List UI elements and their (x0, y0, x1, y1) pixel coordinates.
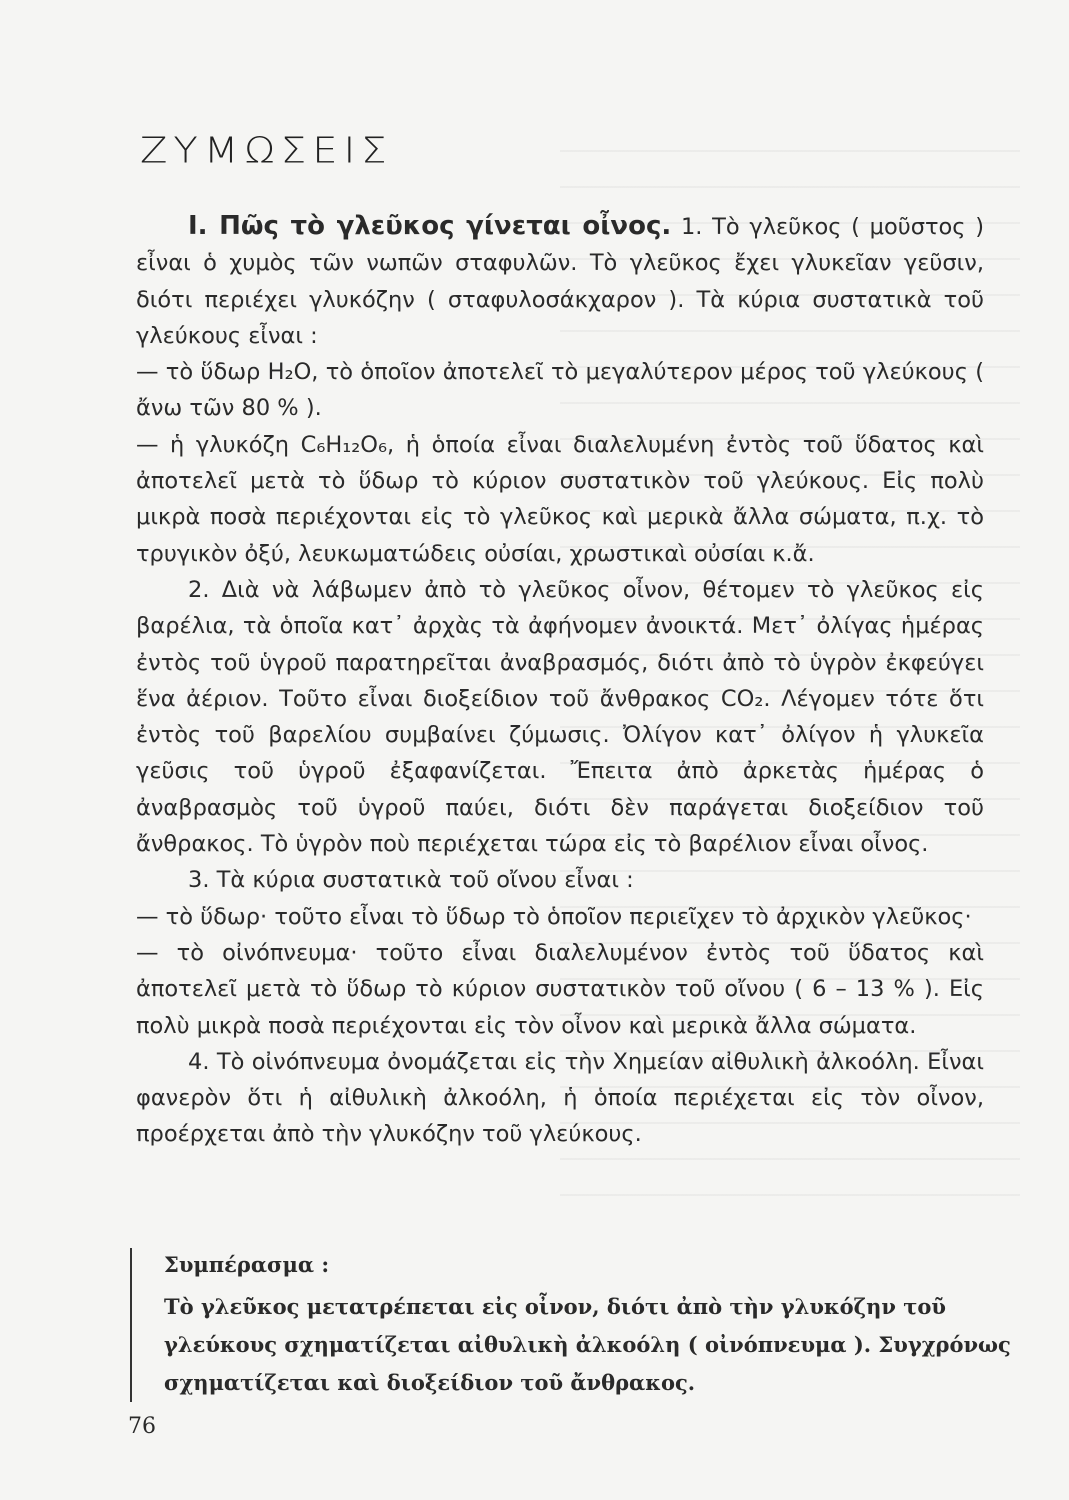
item-wine-water: — τὸ ὕδωρ· τοῦτο εἶναι τὸ ὕδωρ τὸ ὁποῖον περιεῖχεν τὸ ἀρχικὸν γλεῦκος· (136, 903, 972, 930)
page-number: 76 (128, 1414, 156, 1439)
chapter-title: ΖΥΜΩΣΕΙΣ (140, 130, 393, 172)
item-alcohol: — τὸ οἰνόπνευμα· τοῦτο εἶναι διαλελυμένον ἐντὸς τοῦ ὕδατος καὶ ἀποτελεῖ μετὰ τὸ ὕδωρ τὸ κύριον συστατικὸν τοῦ οἴνου ( 6 – 13 % ). Εἰς πολὺ μικρὰ ποσὰ περιέχονται εἰς τὸν οἶνον καὶ μερικὰ ἄλλα σώματα. (136, 939, 984, 1039)
paragraph-2: 2. Διὰ νὰ λάβωμεν ἀπὸ τὸ γλεῦκος οἶνον, θέτομεν τὸ γλεῦκος εἰς βαρέλια, τὰ ὁποῖα κατ᾽ ἀρχὰς τὰ ἀφήνομεν ἀνοικτά. Μετ᾽ ὀλίγας ἡμέρας ἐντὸς τοῦ ὑγροῦ παρατηρεῖται ἀναβρασμός, διότι ἀπὸ τὸ ὑγρὸν ἐκφεύγει ἕνα ἀέριον. Τοῦτο εἶναι διοξείδιον τοῦ ἄνθρακος CO₂. Λέγομεν τότε ὅτι ἐντὸς τοῦ βαρελίου συμβαίνει ζύμωσις. Ὀλίγον κατ᾽ ὀλίγον ἡ γλυκεῖα γεῦσις τοῦ ὑγροῦ ἐξαφανίζεται. Ἔπειτα ἀπὸ ἀρκετὰς ἡμέρας ὁ ἀναβρασμὸς τοῦ ὑγροῦ παύει, διότι δὲν παράγεται διοξείδιον τοῦ ἄνθρακος. Τὸ ὑγρὸν ποὺ περιέχεται τώρα εἰς τὸ βαρέλιον εἶναι οἶνος. (136, 576, 984, 858)
summary-label: Συμπέρασμα : (164, 1252, 330, 1277)
body-text (136, 208, 984, 1153)
summary-box (130, 1248, 1012, 1402)
paragraph-3: 3. Τὰ κύρια συστατικὰ τοῦ οἴνου εἶναι : (188, 867, 634, 894)
section-heading: Ι. Πῶς τὸ γλεῦκος γίνεται οἶνος. (188, 211, 672, 241)
summary-text: Τὸ γλεῦκος μετατρέπεται εἰς οἶνον, διότι ἀπὸ τὴν γλυκόζην τοῦ γλεύκους σχηματίζεται αἰθυλικὴ ἀλκοόλη ( οἰνόπνευμα ). Συγχρόνως σχηματίζεται καὶ διοξείδιον τοῦ ἄνθρακος. (164, 1294, 1011, 1395)
item-water: — τὸ ὕδωρ H₂O, τὸ ὁποῖον ἀποτελεῖ τὸ μεγαλύτερον μέρος τοῦ γλεύκους ( ἄνω τῶν 80 % ). (136, 359, 984, 422)
item-glucose: — ἡ γλυκόζη C₆H₁₂O₆, ἡ ὁποία εἶναι διαλελυμένη ἐντὸς τοῦ ὕδατος καὶ ἀποτελεῖ μετὰ τὸ ὕδωρ τὸ κύριον συστατικὸν τοῦ γλεύκους. Εἰς πολὺ μικρὰ ποσὰ περιέχονται εἰς τὸ γλεῦκος καὶ μερικὰ ἄλλα σώματα, π.χ. τὸ τρυγικὸν ὀξύ, λευκωματώδεις οὐσίαι, χρωστικαὶ οὐσίαι κ.ἄ. (136, 431, 984, 567)
paragraph-4: 4. Τὸ οἰνόπνευμα ὀνομάζεται εἰς τὴν Χημείαν αἰθυλικὴ ἀλκοόλη. Εἶναι φανερὸν ὅτι ἡ αἰθυλικὴ ἀλκοόλη, ἡ ὁποία περιέχεται εἰς τὸν οἶνον, προέρχεται ἀπὸ τὴν γλυκόζην τοῦ γλεύκους. (136, 1048, 984, 1148)
section-paragraph-1 (136, 208, 984, 354)
paragraph-1-text: 1. Τὸ γλεῦκος ( μοῦστος ) εἶναι ὁ χυμὸς τῶν νωπῶν σταφυλῶν. Τὸ γλεῦκος ἔχει γλυκεῖαν γεῦσιν, διότι περιέχει γλυκόζην ( σταφυλοσάκχαρον ). Τὰ κύρια συστατικὰ τοῦ γλεύκους εἶναι : (136, 214, 984, 349)
